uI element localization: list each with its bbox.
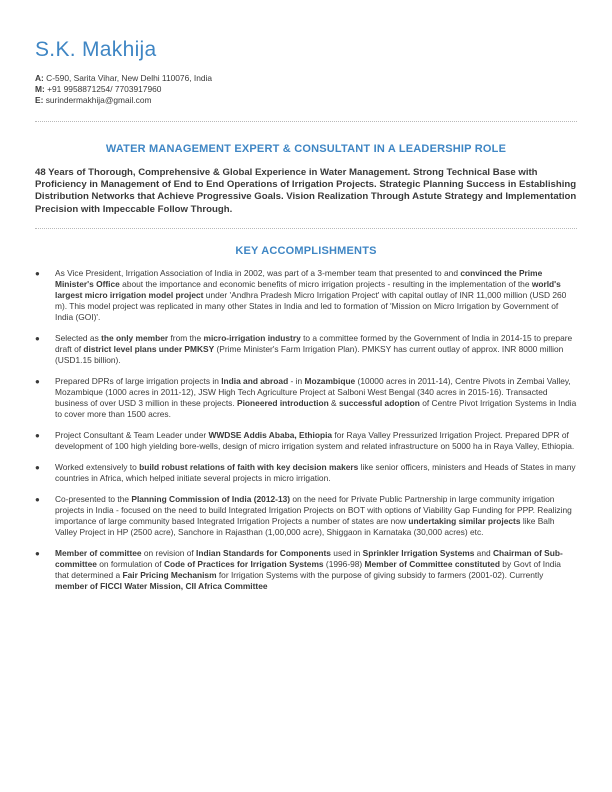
body-text: Co-presented to the — [55, 494, 132, 504]
highlight-text: successful adoption — [338, 398, 420, 408]
accomplishment-item — [35, 494, 577, 538]
mobile-value: +91 9958871254/ 7703917960 — [47, 84, 162, 94]
bullet-icon: ● — [35, 549, 40, 558]
body-text: & — [328, 398, 339, 408]
highlight-text: Fair Pricing Mechanism — [122, 570, 217, 580]
address-line — [35, 73, 212, 84]
email-label: E: — [35, 95, 44, 105]
highlight-text: WWDSE Addis Ababa, Ethiopia — [208, 430, 333, 440]
highlight-text: Member of Committee constituted — [364, 559, 500, 569]
bullet-icon: ● — [35, 334, 40, 343]
highlight-text: Planning Commission of India (2012-13) — [131, 494, 291, 504]
contact-block — [35, 73, 212, 106]
header-divider — [35, 121, 577, 122]
body-text: to a committee formed by the Government of India in 2014-15 to prepare draft of — [55, 333, 573, 354]
summary-divider — [35, 228, 577, 229]
body-text: Project Consultant & Team Leader under — [55, 430, 209, 440]
headline: WATER MANAGEMENT EXPERT & CONSULTANT IN A LEADERSHIP ROLE — [105, 143, 507, 155]
body-text: - in — [288, 376, 305, 386]
highlight-text: Mozambique — [304, 376, 356, 386]
accomplishment-item — [35, 548, 577, 592]
body-text: (10000 acres in 2011-14), Centre Pivots in Zembai Valley, Mozambique (1000 acres in 2011-12), JSW High Tech Agriculture Project at Salboni West Bengal (340 acres in 2015-16). Transacted business of over USD 3 million in these projects. — [55, 376, 571, 408]
body-text: on formulation of — [96, 559, 164, 569]
highlight-text: build robust relations of faith with key decision makers — [139, 462, 359, 472]
accomplishments-title: KEY ACCOMPLISHMENTS — [235, 245, 377, 257]
body-text: about the importance and economic benefits of micro irrigation projects - resulting in the implementation of the — [119, 279, 532, 289]
accomplishment-item — [35, 376, 577, 420]
email-value: surindermakhija@gmail.com — [45, 95, 152, 105]
body-text: Selected as — [55, 333, 102, 343]
body-text: like Balh Valley Project in HP (2500 acre), Sanchore in Rajasthan (1,00,000 acre), Shiggaon in Karnataka (30,000 acres) etc. — [55, 516, 555, 537]
bullet-icon: ● — [35, 495, 40, 504]
highlight-text: convinced the Prime Minister's Office — [55, 268, 543, 289]
address-label: A: — [35, 73, 44, 83]
bullet-icon: ● — [35, 463, 40, 472]
highlight-text: Chairman of Sub-committee — [55, 548, 563, 569]
body-text: Worked extensively to — [55, 462, 140, 472]
highlight-text: Sprinkler Irrigation Systems — [362, 548, 475, 558]
highlight-text: Code of Practices for Irrigation Systems — [163, 559, 324, 569]
body-text: for Irrigation Systems with the purpose of giving subsidy to farmers (2001-02). Currently — [216, 570, 544, 580]
body-text: (1996-98) — [323, 559, 365, 569]
candidate-name: S.K. Makhija — [35, 38, 157, 61]
highlight-text: district level plans under PMKSY — [83, 344, 215, 354]
accomplishments-list — [35, 268, 577, 602]
accomplishment-item — [35, 462, 577, 484]
accomplishment-item — [35, 430, 577, 452]
highlight-text: micro-irrigation industry — [203, 333, 301, 343]
body-text: on the need for Private Public Partnership in large community irrigation projects in India - focused on the need to build Integrated Irrigation Projects on BOT with options of Viability Gap Funding for PPP. Realizing importance of large community based Integrated Irrigation Projects a number of states are now — [55, 494, 572, 526]
summary-paragraph: 48 Years of Thorough, Comprehensive & Global Experience in Water Management. Strong Technical Base with Proficiency in Management of End to End Operations of Irrigation Projects. Strategic Planning Success in Establishing Distribution Networks that Achieve Progressive Goals. Vision Realization Through Astute Strategy and Implementation Precision with Impeccable Follow Through. — [35, 167, 577, 215]
body-text: from the — [168, 333, 204, 343]
highlight-text: Pioneered introduction — [237, 398, 329, 408]
bullet-icon: ● — [35, 269, 40, 278]
body-text: by Govt of India that determined a — [55, 559, 561, 580]
highlight-text: Indian Standards for Components — [196, 548, 331, 558]
bullet-icon: ● — [35, 377, 40, 386]
highlight-text: India and abroad — [221, 376, 289, 386]
body-text: (Prime Minister's Farm Irrigation Plan). PMKSY has current outlay of approx. INR 8000 million (USD1.15 billion). — [55, 344, 564, 365]
body-text: of Centre Pivot Irrigation Systems in India to cover more than 1500 acres. — [55, 398, 577, 419]
mobile-label: M: — [35, 84, 45, 94]
accomplishment-item — [35, 268, 577, 323]
body-text: Prepared DPRs of large irrigation projects in — [55, 376, 222, 386]
accomplishment-item — [35, 333, 577, 366]
body-text: on revision of — [141, 548, 197, 558]
email-line — [35, 95, 212, 106]
highlight-text: the only member — [101, 333, 169, 343]
highlight-text: member of FICCI Water Mission, CII Africa Committee — [55, 581, 268, 591]
highlight-text: Member of committee — [55, 548, 142, 558]
body-text: As Vice President, Irrigation Association of India in 2002, was part of a 3-member team that presented to and — [55, 268, 461, 278]
body-text: used in — [330, 548, 363, 558]
body-text: and — [474, 548, 493, 558]
body-text: under 'Andhra Pradesh Micro Irrigation Project' with capital outlay of INR 11,000 million (USD 260 m). This model project was replicated in many other States in India and led to formation of 'Mission on Micro Irrigation by Government of India (GOI)'. — [55, 290, 567, 322]
mobile-line — [35, 84, 212, 95]
body-text: like senior officers, ministers and Heads of States in many countries in Africa, which helped initiate several projects in micro irrigation. — [55, 462, 576, 483]
highlight-text: undertaking similar projects — [408, 516, 521, 526]
address-value: C-590, Sarita Vihar, New Delhi 110076, India — [46, 73, 213, 83]
bullet-icon: ● — [35, 431, 40, 440]
body-text: for Raya Valley Pressurized Irrigation Project. Prepared DPR of development of 100 high yielding bore-wells, design of micro irrigation system and related infrastructure on 5000 ha in Raya Valley, Ethiopia. — [55, 430, 575, 451]
highlight-text: world's largest micro irrigation model project — [55, 279, 561, 300]
